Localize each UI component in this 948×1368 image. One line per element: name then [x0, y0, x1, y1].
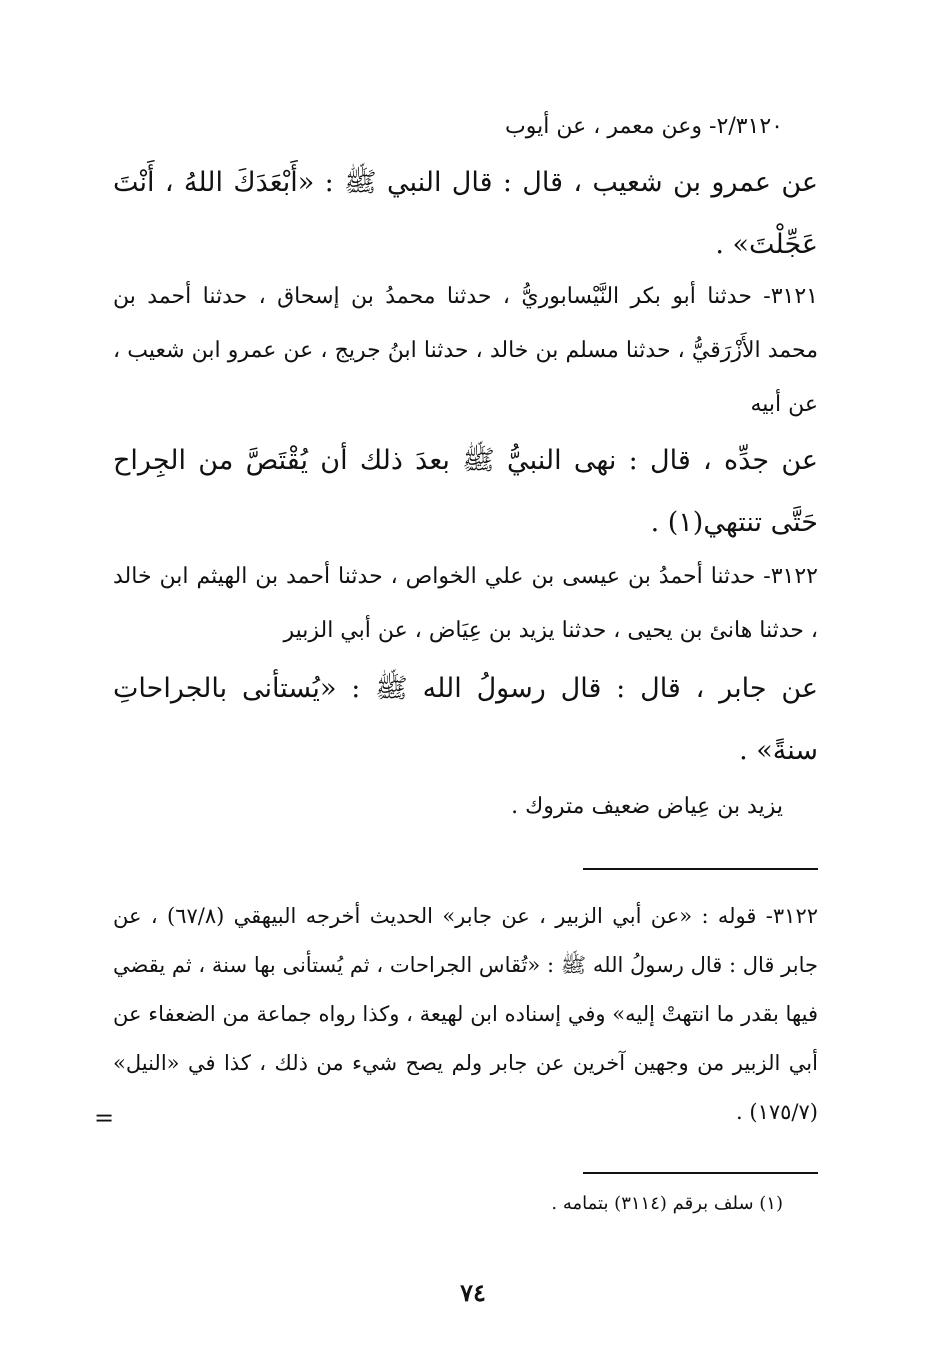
continuation-mark: =	[94, 1104, 115, 1132]
commentary-3122: ٣١٢٢- قوله : «عن أبي الزبير ، عن جابر» الحديث أخرجه البيهقي (٦٧/٨) ، عن جابر قال : قال رسولُ الله ﷺ : «تُقاس الجراحات ، ثم يُستأنى بها سنة ، ثم يقضي فيها بقدر ما انتهتْ إليه» وفي إسناده ابن لهيعة ، وكذا رواه جماعة من الضعفاء عن أبي الزبير من وجهين آخرين عن جابر ولم يصح شيء من ذلك ، كذا في «النيل» (١٧٥/٧) .	[113, 904, 819, 1124]
hadith-3121-text: عن جدِّه ، قال : نهى النبيُّ ﷺ بعدَ ذلك أن يُقْتَصَّ من الجِراح حَتَّى تنتهي(١) .	[113, 445, 818, 538]
hadith-3120-chain: ٢/٣١٢٠- وعن معمر ، عن أيوب	[505, 114, 783, 139]
page-number: ٧٤	[460, 1278, 486, 1307]
hadith-3120-text: عن عمرو بن شعيب ، قال : قال النبي ﷺ : «أَبْعَدَكَ اللهُ ، أَنْتَ عَجِّلْتَ» .	[113, 167, 818, 260]
hadith-3121-chain: ٣١٢١- حدثنا أبو بكر النَّيْسابوريُّ ، حدثنا محمدُ بن إسحاق ، حدثنا أحمد بن محمد الأَزْرَقيُّ ، حدثنا مسلم بن خالد ، حدثنا ابنُ جريج ، عن عمرو ابن شعيب ، عن أبيه	[113, 284, 818, 417]
hadith-3122-text: عن جابر ، قال : قال رسولُ الله ﷺ : «يُستأنى بالجراحاتِ سنةً» .	[113, 673, 818, 766]
grading-note: يزيد بن عِياض ضعيف متروك .	[511, 794, 783, 819]
commentary-divider	[583, 868, 818, 870]
footnote-1: (١) سلف برقم (٣١١٤) بتمامه .	[551, 1193, 783, 1214]
footnote-divider	[583, 1172, 818, 1174]
hadith-3122-chain: ٣١٢٢- حدثنا أحمدُ بن عيسى بن علي الخواص ، حدثنا أحمد بن الهيثم ابن خالد ، حدثنا هانئ بن يحيى ، حدثنا يزيد بن عِيَاض ، عن أبي الزبير	[113, 564, 818, 643]
